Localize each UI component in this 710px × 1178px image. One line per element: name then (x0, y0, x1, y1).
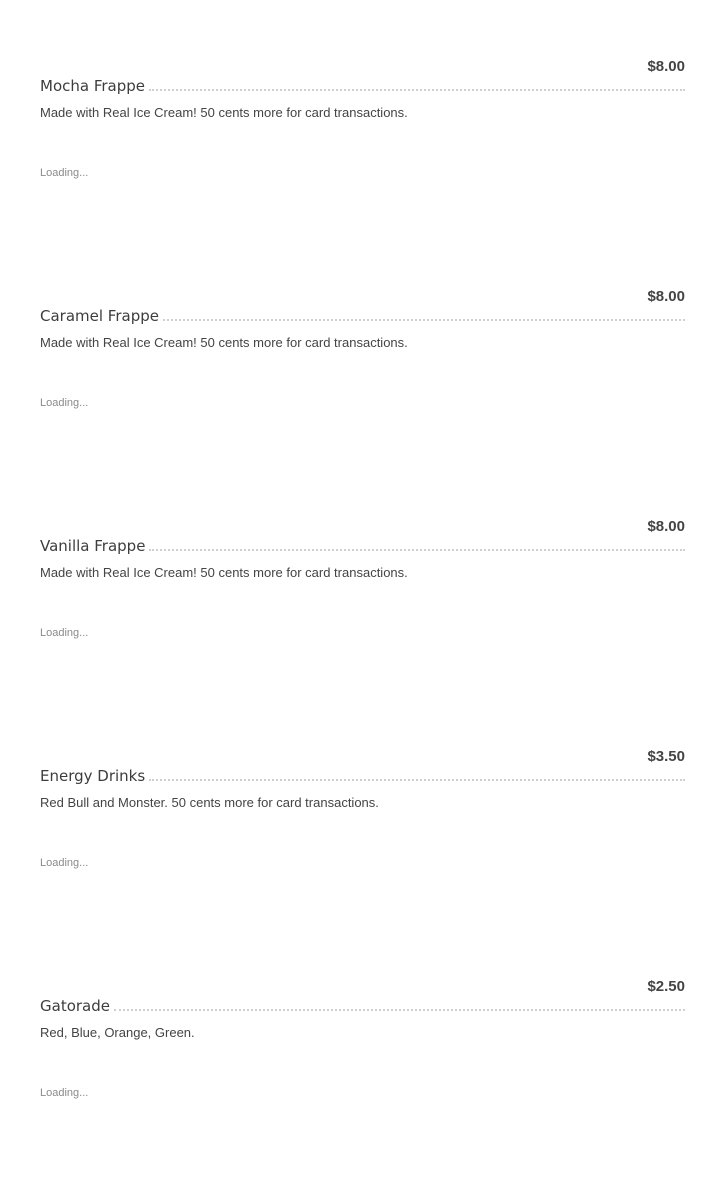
dotted-leader (149, 89, 685, 91)
item-description: Made with Real Ice Cream! 50 cents more for card transactions. (40, 105, 408, 120)
item-name[interactable]: Mocha Frappe (40, 77, 145, 95)
item-name[interactable]: Caramel Frappe (40, 307, 159, 325)
dotted-leader (163, 319, 685, 321)
item-title-row (40, 74, 685, 96)
item-price: $8.00 (647, 58, 685, 75)
menu-item-vanilla-frappe[interactable] (40, 518, 685, 718)
item-title-row (40, 304, 685, 326)
item-title-row (40, 994, 685, 1016)
dotted-leader (149, 779, 685, 781)
item-name[interactable]: Energy Drinks (40, 767, 146, 785)
loading-indicator: Loading... (40, 857, 89, 869)
menu-item-caramel-frappe[interactable] (40, 288, 685, 488)
menu-item-energy-drinks[interactable] (40, 748, 685, 948)
item-description: Made with Real Ice Cream! 50 cents more for card transactions. (40, 565, 408, 580)
item-description: Red Bull and Monster. 50 cents more for card transactions. (40, 795, 379, 810)
menu-item-gatorade[interactable] (40, 978, 685, 1178)
item-title-row (40, 534, 685, 556)
loading-indicator: Loading... (40, 167, 89, 179)
dotted-leader (149, 549, 685, 551)
menu-item-mocha-frappe[interactable] (40, 58, 685, 258)
loading-indicator: Loading... (40, 397, 89, 409)
item-price: $8.00 (647, 518, 685, 535)
item-name[interactable]: Gatorade (40, 997, 110, 1015)
dotted-leader (114, 1009, 685, 1011)
loading-indicator: Loading... (40, 627, 89, 639)
item-title-row (40, 764, 685, 786)
item-price: $8.00 (647, 288, 685, 305)
item-price: $2.50 (647, 978, 685, 995)
item-description: Made with Real Ice Cream! 50 cents more for card transactions. (40, 335, 408, 350)
loading-indicator: Loading... (40, 1087, 89, 1099)
item-price: $3.50 (647, 748, 685, 765)
item-name[interactable]: Vanilla Frappe (40, 537, 146, 555)
item-description: Red, Blue, Orange, Green. (40, 1025, 195, 1040)
